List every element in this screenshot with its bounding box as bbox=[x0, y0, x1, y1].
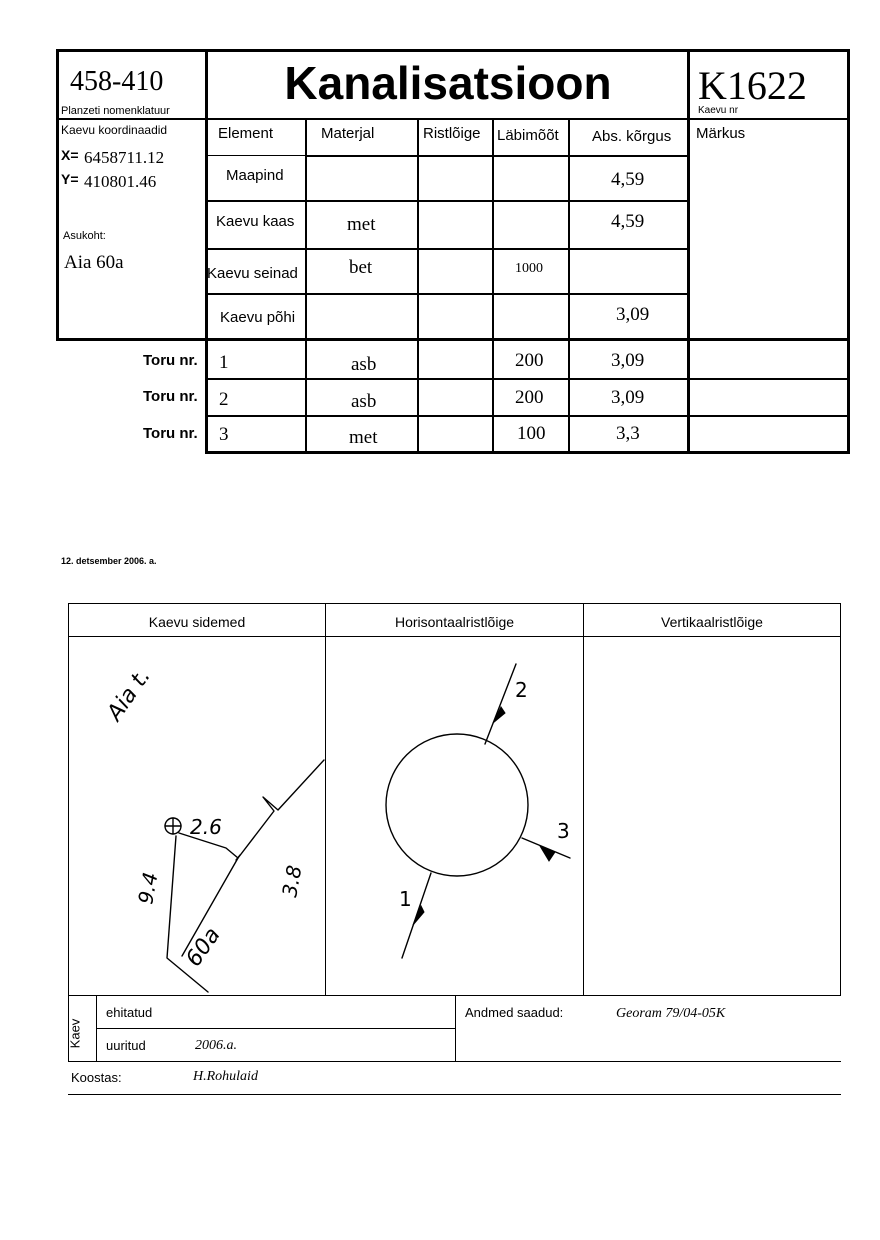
well-number-label: Kaevu nr bbox=[698, 105, 739, 116]
row-element-walls: Kaevu seinad bbox=[207, 265, 298, 282]
row-diameter-walls: 1000 bbox=[515, 261, 543, 276]
pipe-diameter: 100 bbox=[517, 423, 546, 444]
author-value: H.Rohulaid bbox=[193, 1069, 258, 1084]
pipe-label: Toru nr. bbox=[143, 352, 198, 369]
pipe-height: 3,09 bbox=[611, 387, 645, 408]
row-height-bottom: 3,09 bbox=[616, 304, 650, 325]
row-element-bottom: Kaevu põhi bbox=[220, 309, 296, 326]
nomenclature-value: 458-410 bbox=[70, 66, 164, 97]
col-header-remarks: Märkus bbox=[696, 125, 746, 142]
col-header-element: Element bbox=[218, 125, 274, 142]
x-label: X= bbox=[61, 147, 79, 163]
pipe-height: 3,3 bbox=[616, 423, 640, 444]
pipe-diameter: 200 bbox=[515, 350, 544, 371]
panel-title-connections: Kaevu sidemed bbox=[148, 614, 246, 630]
y-label: Y= bbox=[61, 171, 79, 187]
pipe-diameter: 200 bbox=[515, 387, 544, 408]
pipe-number-label: 3 bbox=[557, 819, 570, 843]
data-source-value: Georam 79/04-05K bbox=[616, 1006, 726, 1021]
distance-label: 2.6 bbox=[190, 815, 222, 839]
nomenclature-label: Planzeti nomenklatuur bbox=[61, 105, 170, 117]
footer-side-label: Kaev bbox=[67, 1018, 83, 1049]
col-header-material: Materjal bbox=[321, 125, 375, 142]
pipe-label: Toru nr. bbox=[143, 388, 198, 405]
pipe-material: met bbox=[349, 427, 378, 448]
panel-title-horizontal: Horisontaalristlõige bbox=[394, 614, 515, 630]
panel-title-vertical: Vertikaalristlõige bbox=[661, 614, 763, 630]
surveyed-label: uuritud bbox=[106, 1038, 146, 1053]
pipe-material: asb bbox=[351, 391, 377, 412]
pipe-number: 1 bbox=[219, 352, 229, 373]
distance-label: 9.4 bbox=[133, 870, 163, 906]
col-header-diameter: Läbimõõt bbox=[497, 127, 559, 144]
data-source-label: Andmed saadud: bbox=[465, 1005, 564, 1020]
location-value: Aia 60a bbox=[64, 252, 124, 273]
well-number-value: K1622 bbox=[698, 63, 807, 108]
row-element-lid: Kaevu kaas bbox=[216, 213, 295, 230]
surveyed-value: 2006.a. bbox=[195, 1038, 237, 1053]
row-material-lid: met bbox=[347, 214, 376, 235]
building-label: 60a bbox=[181, 923, 226, 972]
author-label: Koostas: bbox=[71, 1070, 122, 1085]
row-element-ground: Maapind bbox=[226, 167, 284, 184]
coords-label: Kaevu koordinaadid bbox=[61, 123, 168, 137]
pipe-number: 3 bbox=[219, 424, 229, 445]
pipe-number-label: 2 bbox=[515, 678, 528, 702]
row-height-lid: 4,59 bbox=[611, 211, 645, 232]
pipe-height: 3,09 bbox=[611, 350, 645, 371]
built-label: ehitatud bbox=[106, 1005, 153, 1020]
location-label: Asukoht: bbox=[63, 230, 106, 242]
pipe-material: asb bbox=[351, 354, 377, 375]
col-header-cross-section: Ristlõige bbox=[423, 125, 481, 142]
row-height-ground: 4,59 bbox=[611, 169, 645, 190]
x-value: 6458711.12 bbox=[84, 148, 165, 167]
document-date: 12. detsember 2006. a. bbox=[61, 556, 157, 566]
horizontal-section bbox=[386, 664, 570, 958]
pipe-2-line bbox=[485, 664, 516, 744]
well-circle bbox=[386, 734, 528, 876]
col-header-abs-height: Abs. kõrgus bbox=[592, 128, 672, 145]
page-title: Kanalisatsioon bbox=[284, 57, 612, 109]
row-material-walls: bet bbox=[349, 257, 373, 278]
pipe-label: Toru nr. bbox=[143, 425, 198, 442]
distance-label: 3.8 bbox=[277, 863, 307, 899]
pipe-number-label: 1 bbox=[399, 887, 412, 911]
y-value: 410801.46 bbox=[84, 172, 157, 191]
pipe-number: 2 bbox=[219, 389, 229, 410]
street-label: Aia t. bbox=[102, 664, 156, 726]
